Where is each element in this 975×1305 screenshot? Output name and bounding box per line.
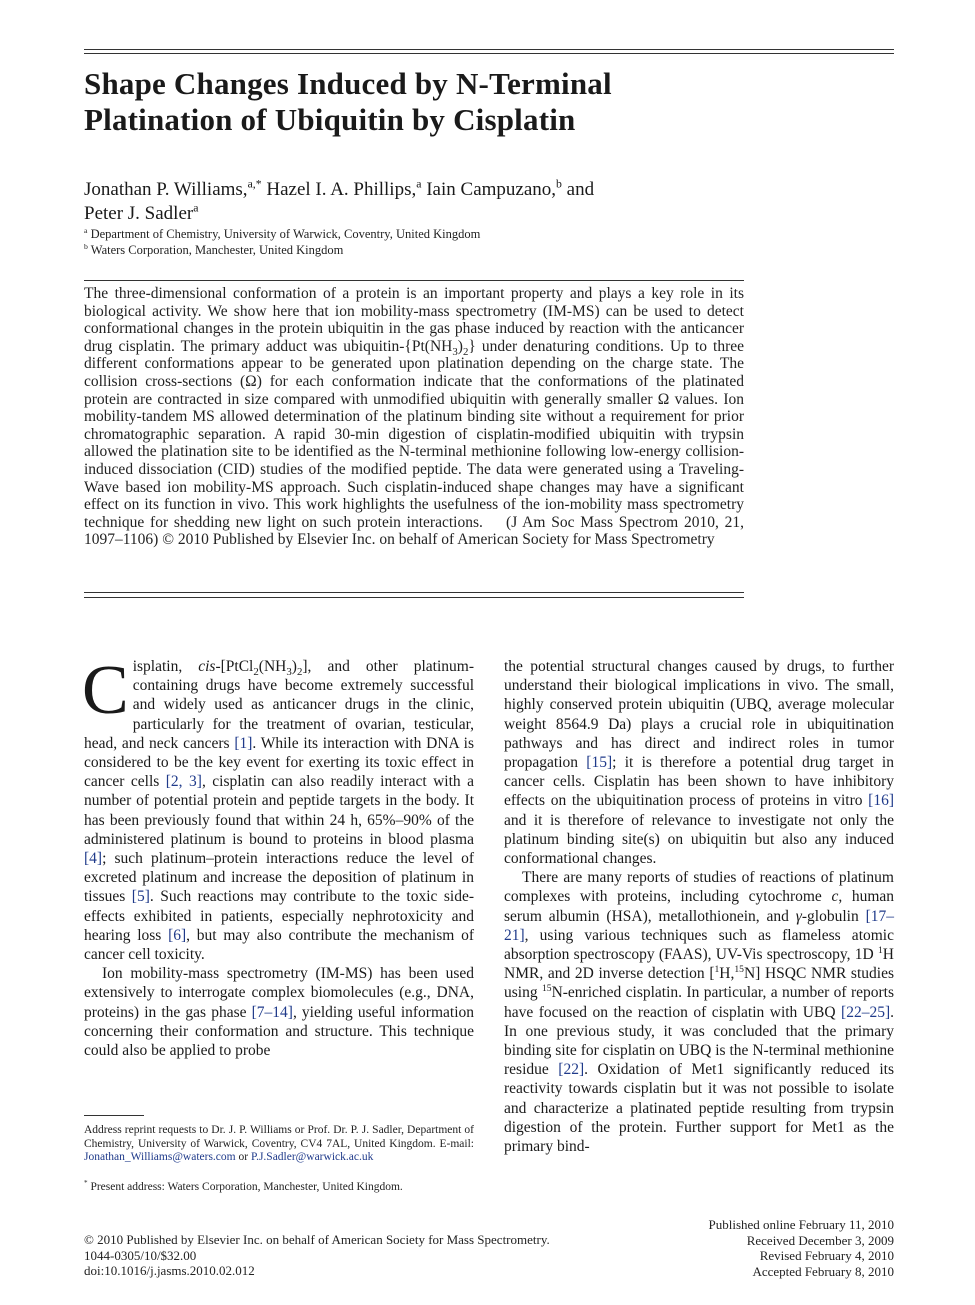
author-4: Peter J. Sadler [84,203,194,224]
footnote-correspondence [84,1124,474,1165]
author-1: Jonathan P. Williams, [84,179,248,200]
body-column-right [504,657,894,1156]
email-link-williams[interactable]: Jonathan_Williams@waters.com [84,1151,236,1164]
text: N-enriched cisplatin. In particular, a number of reports have focused on the reaction of cisplatin with UBQ [504,984,894,1021]
text-italic: c [831,888,839,906]
affiliation-b-text: Waters Corporation, Manchester, United Kingdom [87,242,344,257]
author-4-sup: a [193,201,199,215]
text: . While its interaction with DNA is considered to be the key event for exerting its toxic effect in cancer cells [84,734,474,791]
author-and: and [561,179,595,200]
abstract-text-1b: ) [457,337,463,355]
superscript: 15 [541,983,552,995]
date-published: Published online February 11, 2010 [708,1217,894,1232]
top-rule [84,49,894,50]
title-line-1: Shape Changes Induced by N-Terminal [84,66,612,101]
left-paragraph-1 [82,652,474,964]
abstract-bottom-rule-2 [84,597,744,598]
copyright-block [84,1232,550,1279]
text: isplatin, [132,658,199,675]
text: , cisplatin can also readily interact with a number of potential protein and peptide targets in the body. It has been previously found that within 24 h, 65%–90% of the administered platinum is bound to proteins in blood plasma [84,773,474,848]
affiliation-a-text: Department of Chemistry, University of Warwick, Coventry, United Kingdom [87,227,481,241]
right-paragraph-1 [504,657,894,868]
abstract-bottom-rule [84,592,744,593]
author-2-sup: a [416,177,422,191]
text: Address reprint requests to Dr. J. P. Williams or Prof. Dr. P. J. Sadler, Department of Chemistry, University of Warwick, Coventry, CV4 7AL, United Kingdom. E-mail: [84,1124,474,1150]
text: H NMR, and 2D inverse detection [ [504,946,894,983]
text: , but may also contribute the mechanism of cancer cell toxicity. [84,926,474,964]
text: Ion mobility-mass spectrometry (IM-MS) has been used extensively to interrogate complex biomolecules (e.g., DNA, proteins) in the gas phase [84,965,474,1021]
superscript: 1 [878,944,883,956]
text: N] HSQC NMR studies using [504,965,894,1002]
text: There are many reports of studies of reactions of platinum complexes with proteins, including cytochrome [504,869,894,906]
citation-link[interactable]: [5] [131,888,150,906]
subscript: 3 [286,666,292,679]
author-3-sup: b [556,177,562,191]
text: -globulin [801,907,866,925]
citation-link[interactable]: [6] [168,926,187,944]
left-paragraph-2 [84,964,474,1060]
date-received: Received December 3, 2009 [746,1232,894,1248]
citation-link[interactable]: [22] [558,1061,585,1079]
text-italic: cis [198,658,216,675]
text: . Oxidation of Met1 significantly reduced its reactivity towards cisplatin but it was not possible to isolate and characterize a platinated peptide resulting from trypsin digestion of the protein. Further support for Met1 as the primary bind- [504,1061,894,1156]
author-list [84,178,844,226]
publication-dates [709,1217,894,1279]
email-link-sadler[interactable]: P.J.Sadler@warwick.ac.uk [250,1151,374,1164]
body-column-left [82,652,475,1060]
text: or [235,1151,251,1164]
citation-link[interactable]: [2, 3] [165,773,202,791]
text: -[PtCl [215,658,254,675]
abstract-sub-1: 3 [452,345,458,358]
text: . In one previous study, it was concluded that the primary binding site for cisplatin on UBQ is the N-terminal methionine residue [504,1003,894,1079]
text: Present address: Waters Corporation, Manchester, United Kingdom. [87,1181,403,1193]
text: and it is therefore of relevance to investigate not only the platinum binding site(s) on ubiquitin but also any induced conformational changes. [504,811,894,868]
subscript: 2 [253,666,259,679]
citation-link[interactable]: [22–25] [841,1003,891,1021]
abstract [84,285,748,549]
drop-cap: C [82,652,129,729]
copyright-line: © 2010 Published by Elsevier Inc. on behalf of American Society for Mass Spectrometry. [84,1232,550,1247]
abstract-sub-2: 2 [462,345,469,358]
issn-line: 1044-0305/10/$32.00 [84,1247,197,1263]
subscript: 2 [296,666,303,679]
author-1-sup: a,* [247,177,262,191]
text: the potential structural changes caused by drugs, to further understand their biological implications in vivo. The small, highly conserved protein ubiquitin (UBQ, average molecular weight 8564.9 Da) plays a crucial role in ubiquitination pathways and has direct and indirect roles in tumor propagation [504,658,894,772]
footnote-present-address [84,1181,474,1195]
citation-link[interactable]: [16] [868,792,894,810]
affiliation-b-mark: b [84,241,88,251]
top-rule-2 [84,53,894,54]
right-paragraph-2 [504,868,894,1156]
affiliation-a-mark: a [84,225,88,235]
abstract-text-1: The three-dimensional conformation of a protein is an important property and plays a key role in its biological activity. We show here that ion mobility-mass spectrometry (IM-MS) can be used to detect conformational changes in the protein ubiquitin in the gas phase induced by reaction with the anticancer drug cisplatin. The primary adduct was ubiquitin-{Pt(NH [84,285,744,355]
author-3: Iain Campuzano, [421,179,557,200]
text-italic: γ [795,907,802,925]
text: H, [719,965,735,983]
affiliation-a [84,227,480,243]
citation-link[interactable]: [7–14] [251,1003,293,1021]
superscript: 1 [714,964,720,976]
citation-link[interactable]: [1] [234,734,253,752]
text: , human serum albumin (HSA), metallothionein, and [504,888,895,925]
text: ) [291,658,297,675]
doi-line[interactable]: doi:10.1016/j.jasms.2010.02.012 [84,1263,255,1278]
text: ], and other platinum-containing drugs have become extremely successful and widely used as anticancer drugs in the clinic, particularly for the treatment of ovarian, testicular, head, and neck cancers [84,658,474,752]
affiliation-b [84,243,480,259]
text: (NH [258,658,287,675]
date-revised: Revised February 4, 2010 [759,1248,894,1263]
abstract-top-rule [84,280,744,281]
footnote-rule [84,1115,144,1116]
text: , using various techniques such as flameless atomic absorption spectroscopy (FAAS), UV-Vis spectroscopy, 1D [504,926,894,964]
text: ; such platinum–protein interactions reduce the level of excreted platinum and increase the deposition of platinum in tissues [84,850,474,906]
text: , yielding useful information concerning their conformation and structure. This technique could also be applied to probe [84,1003,475,1060]
citation-link[interactable]: [17–21] [504,907,894,944]
title-line-2: Platination of Ubiquitin by Cisplatin [84,102,576,137]
article-title [84,66,844,138]
abstract-citation: (J Am Soc Mass Spectrom 2010, 21, 1097–1106) © 2010 Published by Elsevier Inc. on behalf of American Society for Mass Spectrometry [84,513,748,549]
text: . Such reactions may contribute to the toxic side-effects exhibited in patients, especially nephrotoxicity and hearing loss [84,888,474,944]
citation-link[interactable]: [4] [84,850,103,868]
citation-link[interactable]: [15] [586,754,613,772]
date-accepted: Accepted February 8, 2010 [752,1263,894,1279]
text: ; it is therefore a potential drug target in cancer cells. Cisplatin has been shown to have inhibitory effects on the ubiquitination process of proteins in vitro [504,754,894,810]
abstract-text-2: } under denaturing conditions. Up to three different conformations appear to be generated upon platination depending on the charge state. The collision cross-sections (Ω) for each conformation indicate that the conformations of the platinated protein are contracted in size compared with unmodified ubiquitin with generally smaller Ω values. Ion mobility-tandem MS allowed determination of the platinum binding site without a requirement for prior chromatographic separation. A rapid 30-min digestion of cisplatin-modified ubiquitin with trypsin allowed the platination site to be identified as the N-terminal methionine following low-energy collision-induced dissociation (CID) studies of the modified peptide. The data were generated using a Traveling-Wave based ion mobility-MS approach. Such cisplatin-induced shape changes may have a significant effect on its function in vivo. This work highlights the usefulness of the ion-mobility mass spectrometry technique for shedding new light on such protein interactions. [84,337,744,531]
author-2: Hazel I. A. Phillips, [261,179,417,200]
affiliations [84,227,480,258]
footnote-mark: * [84,1179,88,1188]
superscript: 15 [734,964,744,976]
